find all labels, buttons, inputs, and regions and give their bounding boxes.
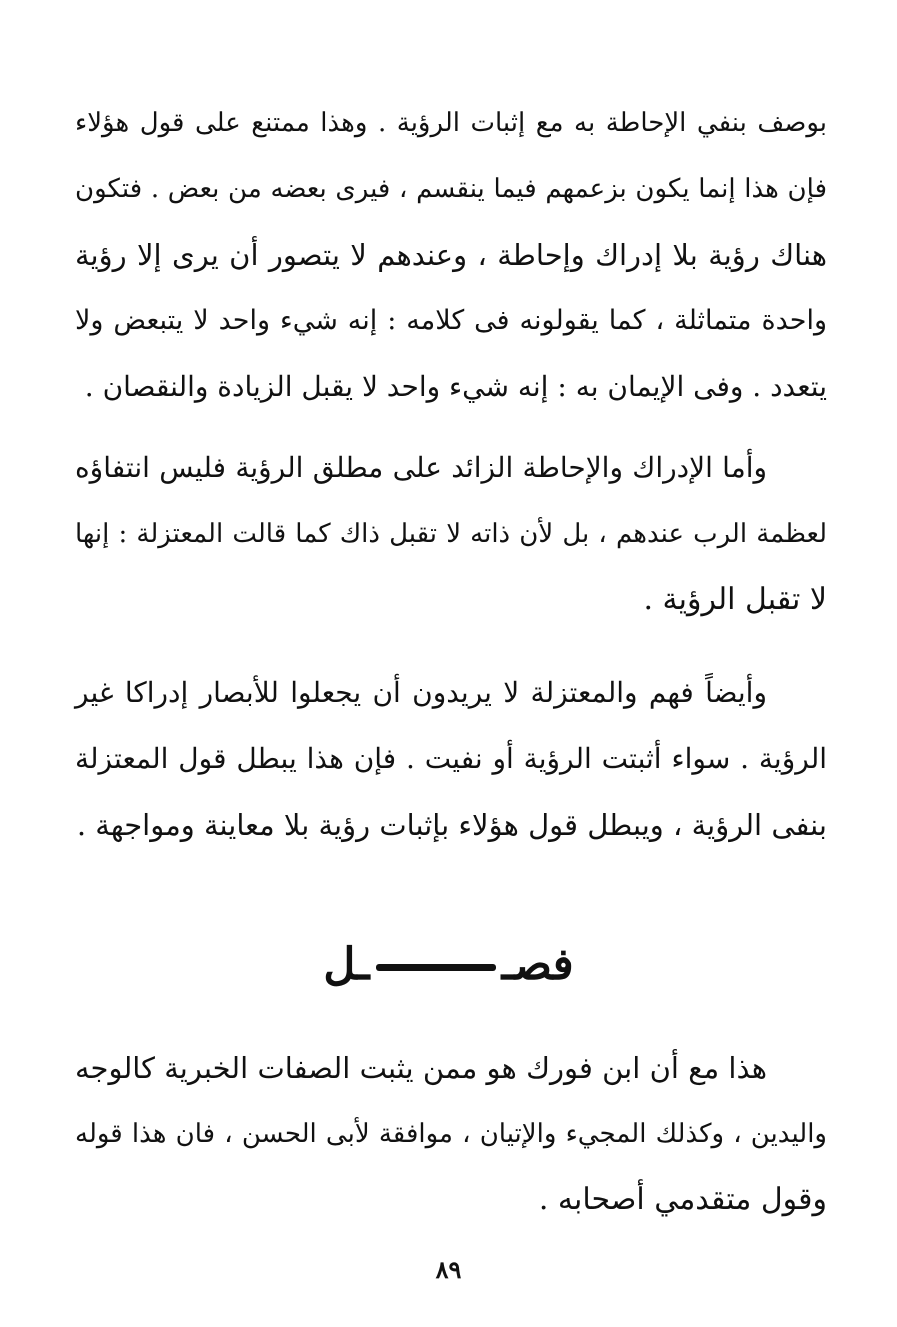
paragraph-4 <box>75 1035 827 1233</box>
paragraph-1 <box>75 90 827 420</box>
text-line: الرؤية . سواء أثبتت الرؤية أو نفيت . فإن هذا يبطل قول المعتزلة <box>75 742 827 775</box>
text-line: لا تقبل الرؤية . <box>643 582 827 617</box>
text-line: هذا مع أن ابن فورك هو ممن يثبت الصفات الخبرية كالوجه <box>75 1051 767 1085</box>
section-heading <box>0 930 897 1000</box>
paragraph-3 <box>75 660 827 858</box>
heading-kashida-stroke <box>376 964 496 971</box>
text-line: وأما الإدراك والإحاطة الزائد على مطلق الرؤية فليس انتفاؤه <box>75 451 767 484</box>
page-number: ٨٩ <box>435 1255 462 1284</box>
text-line: بنفى الرؤية ، ويبطل قول هؤلاء بإثبات رؤية بلا معاينة ومواجهة . <box>76 808 827 842</box>
text-line: بوصف بنفي الإحاطة به مع إثبات الرؤية . وهذا ممتنع على قول هؤلاء <box>75 108 827 138</box>
text-line: هناك رؤية بلا إدراك وإحاطة ، وعندهم لا يتصور أن يرى إلا رؤية <box>75 238 827 272</box>
text-line: واحدة متماثلة ، كما يقولونه فى كلامه : إنه شيء واحد لا يتبعض ولا <box>75 305 828 336</box>
text-line: وأيضاً فهم والمعتزلة لا يريدون أن يجعلوا للأبصار إدراكا غير <box>75 676 767 709</box>
text-line: واليدين ، وكذلك المجيء والإتيان ، موافقة لأبى الحسن ، فان هذا قوله <box>75 1119 827 1149</box>
section-heading-end: ـل <box>323 939 370 990</box>
section-heading-start: فصـ <box>501 939 574 990</box>
text-line: لعظمة الرب عندهم ، بل لأن ذاته لا تقبل ذاك كما قالت المعتزلة : إنها <box>75 519 827 549</box>
text-line: وقول متقدمي أصحابه . <box>538 1182 827 1217</box>
text-line: يتعدد . وفى الإيمان به : إنه شيء واحد لا يقبل الزيادة والنقصان . <box>84 370 827 403</box>
paragraph-2 <box>75 435 827 633</box>
text-line: فإن هذا إنما يكون بزعمهم فيما ينقسم ، فيرى بعضه من بعض . فتكون <box>75 174 827 204</box>
